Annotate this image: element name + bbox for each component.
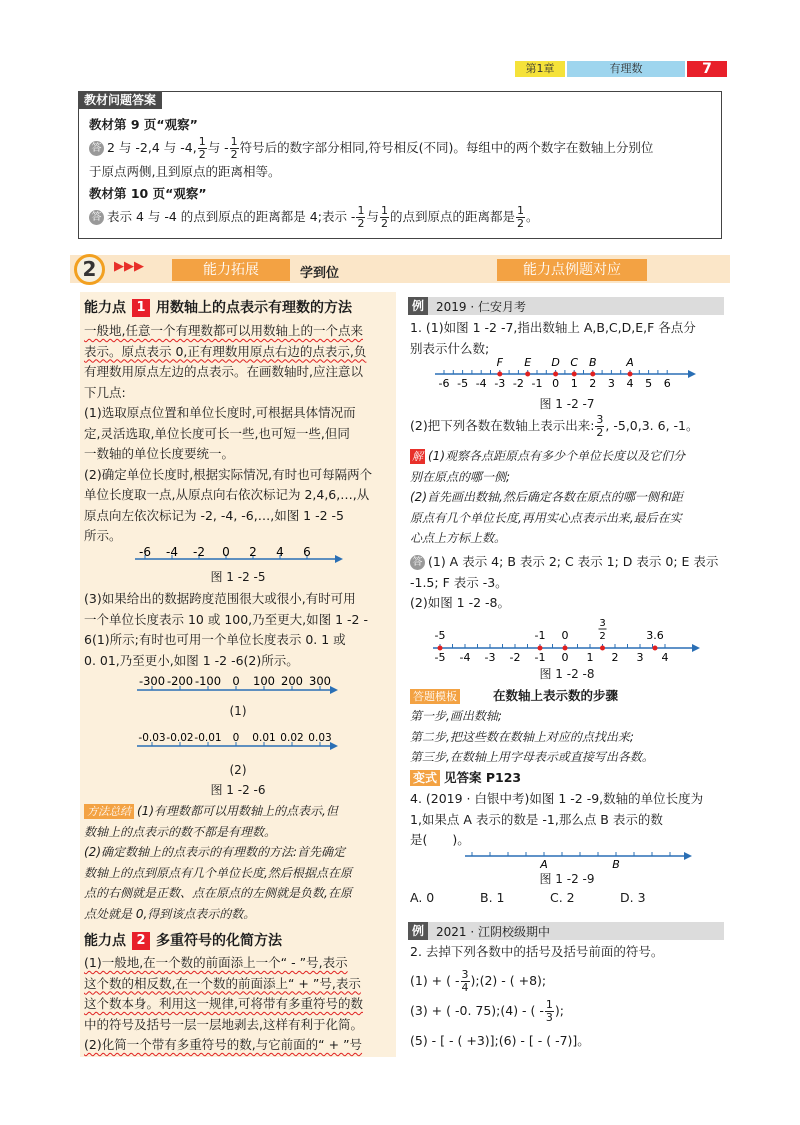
caption-1-2-6-2: (2) (229, 763, 247, 777)
point-label: -5 (434, 629, 446, 642)
caption-1-2-8: 图 1 -2 -8 (539, 667, 595, 681)
tick-label: 0 (552, 377, 560, 390)
tick-label: 2 (611, 651, 619, 664)
answer: 答 (1) A 表示 4; B 表示 2; C 表示 1; D 表示 0; E 表示 -1.5; F 表示 -3。 (2)如图 1 -2 -8。 (410, 554, 719, 610)
answer-1-line-2: 于原点两侧,且到原点的距离相等。 (89, 164, 281, 179)
solution: 解 (1)观察各点距原点有多少个单位长度以及它们分 别在原点的哪一侧; (2)首先画出数轴,然后确定各数在原点的哪一侧和距 原点有几个单位长度,再用实心点表示出来,最后在实 心点上方标上数。 (410, 449, 685, 545)
ability-point-1-text: 一般地,任意一个有理数都可以用数轴上的一个点来 表示。原点表示 0,正有理数用原点右边的点表示,负 有理数用原点左边的点表示。在画数轴时,应注意以 下几点: (1)选取原点位置和单位长度时,可根据具体情况而 定,灵活选取,单位长度可长一些,也可短一些,但同 一数轴的单位长度要统一。 (2)确定单位长度时,根据实际情况,有时也可每隔两个 单位长度取一点,从原点向右依次标记为 2,4,6,…,从 原点向左依次标记为 -2, -4, -6,…,如图 1 -2 -5 所示。 (84, 323, 373, 543)
tick-label: -4 (166, 545, 178, 559)
variant-heading: 变式 见答案 P123 (410, 768, 724, 789)
number-line-1-2-6-1 (132, 672, 342, 698)
tick-label: -2 (193, 545, 205, 559)
tick-label: 1 (586, 651, 594, 664)
point-label: F (496, 356, 503, 369)
tick-label: 6 (663, 377, 671, 390)
tick-label: 3 (636, 651, 644, 664)
ability-point-1-text-2: (3)如果给出的数据跨度范围很大或很小,有时可用 一个单位长度表示 10 或 100,乃至更大,如图 1 -2 - 6(1)所示;有时也可用一个单位长度表示 0. 1 或 0. 01,乃至更小,如图 1 -2 -6(2)所示。 (84, 591, 368, 668)
point-label: A (540, 858, 548, 870)
point-label: D (551, 356, 560, 369)
number-line-1-2-5 (130, 543, 350, 569)
point (438, 646, 443, 651)
tick-label: 0.03 (308, 732, 332, 744)
point (653, 646, 658, 651)
fraction: $\frac{1}{2}$ (516, 204, 524, 230)
tick-label: -4 (459, 651, 471, 664)
caption-1-2-6: 图 1 -2 -6 (210, 783, 266, 797)
solution-tag: 解 (412, 450, 423, 463)
fraction: $\frac{1}{2}$ (380, 204, 388, 230)
point-B (590, 372, 595, 377)
ability-point-1-heading: 能力点 1 用数轴上的点表示有理数的方法 (84, 300, 352, 316)
number-line-1-2-9 (460, 848, 700, 870)
point-D (553, 372, 558, 377)
arrows-icon: ▶▶▶ (114, 259, 144, 274)
tick-label: 2 (249, 545, 257, 559)
tick-label: -1 (534, 651, 546, 664)
tick-label: 300 (309, 674, 331, 688)
tick-label: -6 (139, 545, 151, 559)
tick-label: 6 (303, 545, 311, 559)
answer-template-steps: 第一步,画出数轴; 第二步,把这些数在数轴上对应的点找出来; 第三步,在数轴上用字母表示或直接写出各数。 (410, 709, 654, 764)
section-number: 2 (74, 254, 105, 285)
tick-label: 5 (645, 377, 653, 390)
number-line-1-2-8 (428, 616, 708, 664)
page-number: 7 (687, 61, 727, 77)
answer-badge-icon: 答 (89, 141, 104, 156)
variant-question: 4. (2019 · 白银中考)如图 1 -2 -9,数轴的单位长度为 1,如果点 A 表示的数是 -1,那么点 B 表示的数 是( )。 (410, 791, 704, 847)
point (600, 646, 605, 651)
point-label: A (626, 356, 634, 369)
answer-subtitle-1: 教材第 9 页“观察” (89, 117, 198, 132)
point-A (628, 372, 633, 377)
question-1: 1. (1)如图 1 -2 -7,指出数轴上 A,B,C,D,E,F 各点分 别表示什么数; (410, 320, 696, 356)
tick-label: 4 (276, 545, 284, 559)
caption-1-2-7: 图 1 -2 -7 (539, 397, 595, 411)
tick-label: 0.01 (252, 732, 276, 744)
answer-template-tag: 答题模板 (410, 689, 460, 704)
textbook-answer-tag: 教材问题答案 (78, 91, 162, 109)
caption-1-2-9: 图 1 -2 -9 (539, 872, 595, 886)
point-label: C (570, 356, 579, 369)
tick-label: 100 (253, 674, 275, 688)
question-2: 2. 去掉下列各数中的括号及括号前面的符号。 (410, 944, 664, 959)
caption-1-2-5: 图 1 -2 -5 (210, 570, 266, 584)
tick-label: 2 (589, 377, 597, 390)
answer-badge-icon: 答 (89, 210, 104, 225)
point (563, 646, 568, 651)
tick-label: -2 (509, 651, 521, 664)
point-E (525, 372, 530, 377)
point-F (497, 372, 502, 377)
section-subtitle: 学到位 (300, 266, 340, 281)
tick-label: 0 (232, 674, 240, 688)
tick-label: -5 (457, 377, 469, 390)
point-label: 0 (561, 629, 569, 642)
tick-label: -3 (484, 651, 496, 664)
point-label: E (524, 356, 532, 369)
tick-label: -0.02 (166, 732, 194, 744)
point-label: 3.6 (646, 629, 664, 642)
number-line-1-2-7 (430, 356, 700, 392)
tick-label: 1 (570, 377, 578, 390)
method-summary-tag: 方法总结 (84, 804, 134, 819)
tick-label: 4 (626, 377, 634, 390)
ability-point-2-text: (1)一般地,在一个数的前面添上一个“ - ”号,表示 这个数的相反数,在一个数的前面添上“ + ”号,表示 这个数本身。利用这一规律,可将带有多重符号的数 中的符号及括号一层一层地剥去,这样有利于化简。 (2)化简一个带有多重符号的数,与它前面的“ + ”号 (84, 955, 363, 1052)
tick-label: 3 (607, 377, 615, 390)
point-label: B (589, 356, 597, 369)
tick-label: -3 (494, 377, 506, 390)
fraction: $\frac{1}{2}$ (230, 135, 238, 161)
example-1-bar: 例 2019 · 仁安月考 (408, 297, 724, 315)
answer-badge-icon: 答 (410, 555, 425, 570)
method-summary: 方法总结 (1)有理数都可以用数轴上的点表示,但 数轴上的点表示的数不都是有理数。 (2)确定数轴上的点表示的有理数的方法:首先确定 数轴上的点到原点有几个单位长度,然后根据点在原 点的右侧就是正数、点在原点的左侧就是负数,在原 点处就是 0,得到该点表示的数。 (84, 804, 352, 921)
example-label: 例 (408, 297, 428, 315)
fraction: $\frac{1}{2}$ (198, 135, 206, 161)
answer-2-line: 答 表示 4 与 -4 的点到原点的距离都是 4;表示 - $\frac{1}{2}$ 与 $\frac{1}{2}$ 的点到原点的距离都是 $\frac{1}{2}$ 。 (89, 205, 711, 230)
tick-label: 200 (281, 674, 303, 688)
point-label: B (612, 858, 620, 870)
variant-options (410, 888, 724, 909)
variant-tag: 变式 (410, 770, 440, 786)
fraction-denominator: 2 (599, 631, 606, 642)
option-d: D. 3 (620, 890, 646, 905)
point-label: -1 (534, 629, 546, 642)
tick-label: -4 (475, 377, 487, 390)
chapter-header (515, 61, 727, 77)
chapter-label: 第1章 (515, 61, 565, 77)
fraction: $\frac{1}{2}$ (357, 204, 365, 230)
fraction-numerator: 3 (599, 618, 606, 629)
tick-label: 0 (232, 732, 240, 744)
tick-label: -6 (438, 377, 450, 390)
fraction: $\frac{3}{4}$ (461, 968, 469, 994)
point-C (572, 372, 577, 377)
tick-label: -300 (138, 674, 166, 688)
tick-label: -5 (434, 651, 446, 664)
expressions: (1) + ( - $\frac{3}{4}$ );(2) - ( +8); (3) + ( -0. 75);(4) - ( - $\frac{1}{3}$ ); (5) - [ - ( +3)];(6) - [ - ( -7)]。 (410, 968, 590, 1048)
option-b: B. 1 (480, 890, 505, 905)
option-c: C. 2 (550, 890, 575, 905)
section-examples-title: 能力点例题对应 (497, 259, 647, 281)
tick-label: -2 (512, 377, 524, 390)
question-1-part-2: (2)把下列各数在数轴上表示出来: $\frac{3}{2}$ , -5,0,3. 6, -1。 (410, 413, 699, 439)
fraction: $\frac{1}{3}$ (545, 998, 553, 1024)
textbook-answer-box (78, 91, 722, 239)
fraction: $\frac{3}{2}$ (596, 413, 604, 439)
answer-template-heading: 答题模板 在数轴上表示数的步骤 (410, 686, 724, 707)
point (538, 646, 543, 651)
chapter-name: 有理数 (567, 61, 685, 77)
tick-label: 0.02 (280, 732, 304, 744)
example-label: 例 (408, 922, 428, 940)
tick-label: 4 (661, 651, 669, 664)
section-title: 能力拓展 (172, 259, 290, 281)
tick-label: -0.01 (194, 732, 222, 744)
ability-point-2-heading: 能力点 2 多重符号的化简方法 (84, 933, 282, 949)
answer-subtitle-2: 教材第 10 页“观察” (89, 186, 207, 201)
tick-label: 0 (222, 545, 230, 559)
option-a: A. 0 (410, 890, 435, 905)
tick-label: -200 (166, 674, 194, 688)
example-2-bar: 例 2021 · 江阴校级期中 (408, 922, 724, 940)
number-line-1-2-6-2 (132, 728, 342, 754)
tick-label: 0 (561, 651, 569, 664)
tick-label: -0.03 (138, 732, 166, 744)
caption-1-2-6-1: (1) (229, 704, 247, 718)
answer-1-line-1: 答 2 与 -2,4 与 -4, $\frac{1}{2}$ 与 - $\frac{1}{2}$ 符号后的数字部分相同,符号相反(不同)。每组中的两个数字在数轴上分别位 (89, 136, 711, 161)
tick-label: -1 (531, 377, 543, 390)
tick-label: -100 (194, 674, 222, 688)
